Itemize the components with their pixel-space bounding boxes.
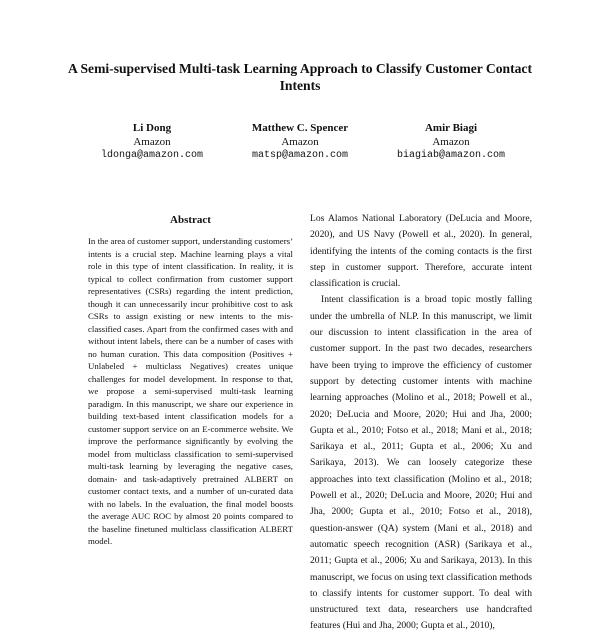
- author-name: Li Dong: [132, 122, 172, 134]
- author-name: Matthew C. Spencer: [251, 122, 349, 134]
- abstract-heading: Abstract: [170, 214, 211, 226]
- author-affiliation: Amazon: [133, 136, 171, 148]
- author-block: [366, 121, 536, 163]
- author-email: biagiab@amazon.com: [396, 150, 506, 161]
- body-column: [310, 211, 532, 632]
- author-email: matsp@amazon.com: [251, 150, 348, 161]
- author-block: [215, 121, 385, 163]
- author-affiliation: Amazon: [432, 136, 470, 148]
- author-name: Amir Biagi: [424, 122, 478, 134]
- paper-title: A Semi-supervised Multi-task Learning Approach to Classify Customer Contact Intents: [68, 61, 532, 93]
- author-block: [67, 121, 237, 163]
- body-paragraph: Los Alamos National Laboratory (DeLucia and Moore, 2020), and US Navy (Powell et al., 2020). In general, identifying the intents of the coming contacts is the first step in customer support. Therefore, accurate intent classification is crucial.: [310, 213, 532, 290]
- abstract-text: In the area of customer support, understanding customers’ intents is a crucial step. Machine learning plays a vital role in this type of intent classification. In reality, it is typical to collect confirmation from customer support representatives (CSRs) regarding the intent prediction, though it can unnecessarily incur prohibitive cost to ask CSRs to assign existing or new intents to the mis-classified cases. Apart from the confirmed cases with and without intent labels, there can be a number of cases with no human curation. This data composition (Positives + Unlabeled + multiclass Negatives) creates unique challenges for model development. In response to that, we propose a semi-supervised multi-task learning paradigm. In this manuscript, we share our experience in building text-based intent classification models for a customer support service on an E-commerce website. We improve the performance significantly by evolving the model from multiclass classification to semi-supervised multi-task learning by leveraging the negative cases, domain- and task-adaptively pretrained ALBERT on customer contact texts, and a number of un-curated data with no labels. In the evaluation, the final model boosts the average AUC ROC by almost 20 points compared to the baseline finetuned multiclass classification ALBERT model.: [88, 236, 293, 546]
- author-email: ldonga@amazon.com: [100, 150, 204, 161]
- body-paragraph: Intent classification is a broad topic mostly falling under the umbrella of NLP. In this manuscript, we limit our discussion to intent classification in the area of customer support. In the past two decades, researchers have been trying to improve the efficiency of customer support by detecting customer intents with machine learning approaches (Molino et al., 2018; Powell et al., 2020; DeLucia and Moore, 2020; Hui and Jha, 2000; Gupta et al., 2010; Fotso et al., 2018; Mani et al., 2018; Sarikaya et al., 2011; Gupta et al., 2006; Xu and Sarikaya, 2013). We can loosely categorize these approaches into text classification (Molino et al., 2018; Powell et al., 2020; DeLucia and Moore, 2020; Hui and Jha, 2000; Gupta et al., 2010; Fotso et al., 2018), question-answer (QA) system (Mani et al., 2018) and automatic speech recognition (ASR) (Sarikaya et al., 2011; Gupta et al., 2006; Xu and Sarikaya, 2013). In this manuscript, we focus on using text classification methods to classify intents for customer support. To deal with unstructured text data, researchers use handcrafted features (Hui and Jha, 2000; Gupta et al., 2010),: [310, 294, 532, 632]
- author-affiliation: Amazon: [281, 136, 319, 148]
